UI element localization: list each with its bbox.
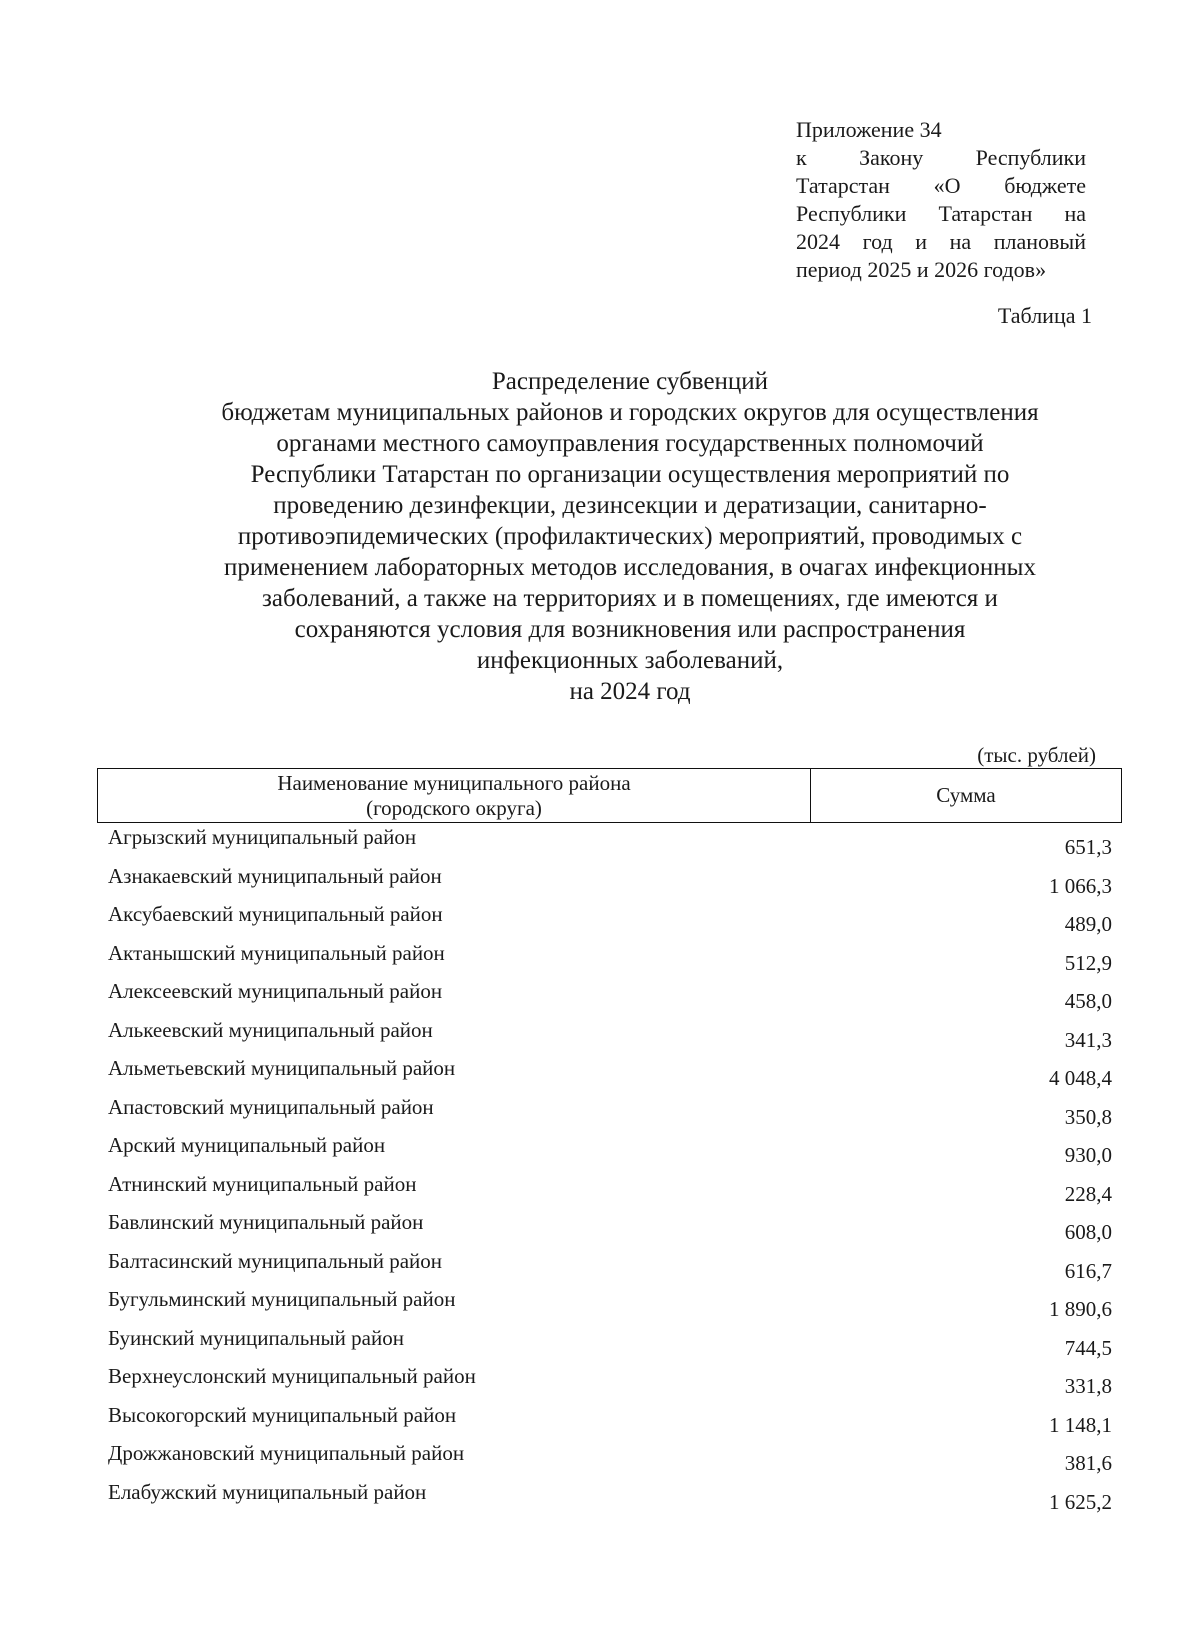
district-name: Бугульминский муниципальный район: [108, 1287, 456, 1311]
appendix-line: 2024 год и на плановый: [796, 229, 1086, 254]
district-sum: 1 890,6: [1049, 1297, 1112, 1321]
district-name: Атнинский муниципальный район: [108, 1171, 417, 1196]
district-sum: 512,9: [1064, 950, 1112, 975]
district-sum: 608,0: [1064, 1220, 1112, 1244]
table-row: [97, 1364, 1122, 1403]
district-name: Аксубаевский муниципальный район: [108, 902, 443, 926]
district-name: Балтасинский муниципальный район: [108, 1248, 443, 1273]
document-title: [100, 366, 1160, 707]
district-sum: 616,7: [1064, 1258, 1112, 1283]
table-row: [97, 1249, 1122, 1288]
table-row: [97, 1403, 1122, 1442]
district-name: Буинский муниципальный район: [108, 1325, 404, 1350]
district-sum: 381,6: [1064, 1451, 1112, 1475]
table-row: [97, 1172, 1122, 1211]
district-name: Алексеевский муниципальный район: [108, 979, 443, 1003]
table-row: [97, 941, 1122, 980]
appendix-reference: [796, 116, 1086, 284]
title-line: органами местного самоуправления государственных полномочий: [276, 430, 984, 457]
table-row: [97, 1210, 1122, 1249]
table-row: [97, 864, 1122, 903]
district-sum: 651,3: [1064, 835, 1112, 859]
header-name-line: Наименование муниципального района: [277, 770, 631, 795]
table-row: [97, 979, 1122, 1018]
district-name: Елабужский муниципальный район: [108, 1479, 427, 1504]
title-line: заболеваний, а также на территориях и в помещениях, где имеются и: [262, 585, 998, 612]
title-line: применением лабораторных методов исследования, в очагах инфекционных: [224, 554, 1036, 581]
district-name: Арский муниципальный район: [108, 1133, 386, 1157]
header-name-line: (городского округа): [366, 795, 542, 820]
title-line: сохраняются условия для возникновения или распространения: [294, 616, 966, 643]
header-name-column: [98, 769, 811, 822]
table-row: [97, 1133, 1122, 1172]
district-name: Альметьевский муниципальный район: [108, 1056, 456, 1080]
district-sum: 930,0: [1064, 1143, 1112, 1167]
district-sum: 341,3: [1064, 1027, 1112, 1052]
table-row: [97, 1326, 1122, 1365]
district-sum: 1 148,1: [1049, 1412, 1112, 1437]
district-sum: 228,4: [1064, 1181, 1112, 1206]
table-row: [97, 1018, 1122, 1057]
title-line: бюджетам муниципальных районов и городских округов для осуществления: [221, 399, 1039, 426]
units-label: (тыс. рублей): [977, 743, 1096, 767]
district-sum: 350,8: [1064, 1104, 1112, 1129]
header-sum-column: Сумма: [936, 783, 996, 807]
title-line: проведению дезинфекции, дезинсекции и дератизации, санитарно-: [273, 492, 987, 519]
title-line: на 2024 год: [569, 678, 691, 705]
appendix-line: Приложение 34: [796, 117, 942, 142]
district-sum: 4 048,4: [1049, 1066, 1112, 1090]
title-line: Республики Татарстан по организации осуществления мероприятий по: [250, 461, 1010, 488]
title-line: противоэпидемических (профилактических) мероприятий, проводимых с: [237, 523, 1023, 550]
district-name: Дрожжановский муниципальный район: [108, 1441, 465, 1465]
table-row: [97, 1095, 1122, 1134]
appendix-line: Татарстан «О бюджете: [796, 173, 1086, 198]
table-row: [97, 1287, 1122, 1326]
district-sum: 458,0: [1064, 989, 1112, 1013]
district-name: Высокогорский муниципальный район: [108, 1402, 457, 1427]
district-sum: 489,0: [1064, 912, 1112, 936]
subventions-table: [97, 768, 1122, 1518]
table-number: Таблица 1: [997, 303, 1092, 328]
district-name: Актанышский муниципальный район: [108, 940, 445, 965]
district-name: Агрызский муниципальный район: [108, 825, 417, 849]
table-row: [97, 825, 1122, 864]
title-line: инфекционных заболеваний,: [476, 647, 784, 674]
title-line: Распределение субвенций: [491, 368, 769, 395]
table-row: [97, 1441, 1122, 1480]
district-name: Верхнеуслонский муниципальный район: [108, 1364, 476, 1388]
district-name: Апастовский муниципальный район: [108, 1094, 434, 1119]
table-body: [97, 825, 1122, 1518]
table-row: [97, 1480, 1122, 1519]
district-sum: 744,5: [1064, 1335, 1112, 1360]
table-row: [97, 1056, 1122, 1095]
appendix-line: к Закону Республики: [796, 145, 1086, 170]
district-name: Бавлинский муниципальный район: [108, 1210, 424, 1234]
district-name: Азнакаевский муниципальный район: [108, 863, 442, 888]
district-name: Алькеевский муниципальный район: [108, 1017, 433, 1042]
district-sum: 331,8: [1064, 1374, 1112, 1398]
appendix-line: период 2025 и 2026 годов»: [796, 257, 1047, 282]
district-sum: 1 625,2: [1049, 1489, 1112, 1514]
district-sum: 1 066,3: [1049, 873, 1112, 898]
table-row: [97, 902, 1122, 941]
table-header: [97, 768, 1122, 823]
appendix-line: Республики Татарстан на: [796, 201, 1086, 226]
